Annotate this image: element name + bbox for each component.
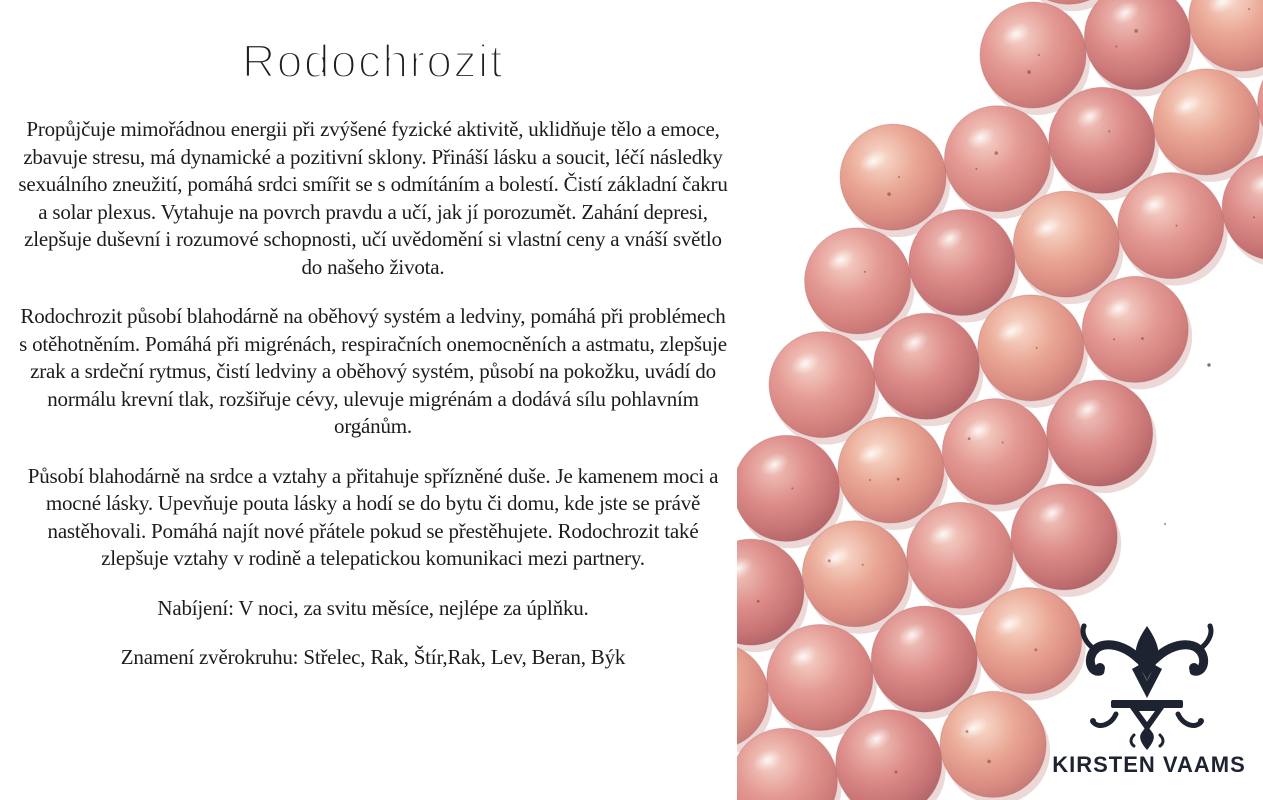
page-title: Rodochrozit	[242, 35, 504, 87]
bead	[1189, 0, 1263, 78]
bead	[1011, 484, 1121, 597]
bead	[1082, 276, 1192, 389]
dust-speck	[1207, 363, 1210, 366]
bead	[976, 588, 1086, 701]
zodiac-note: Znamení zvěrokruhu: Střelec, Rak, Štír,Rak, Lev, Beran, Býk	[120, 645, 626, 669]
bead	[1118, 173, 1228, 286]
paragraph-energy: Propůjčuje mimořádnou energii při zvýšené fyzické aktivitě, uklidňuje tělo a emoce, zbavuje stresu, má dynamické a pozitivní sklony. Přináší lásku a soucit, léčí následky sexuálního zneužití, pomáhá srdci smířit se s odmítáním a bolestí. Čistí základní čakru a solar plexus. Vytahuje na povrch pravdu a učí, jak jí porozumět. Zahání depresi, zlepšuje duševní i rozumové schopnosti, učí uvědomění si vlastní ceny a vnáší světlo do našeho života.	[18, 117, 728, 279]
description-column	[15, 0, 731, 672]
charging-note: Nabíjení: V noci, za svitu měsíce, nejlépe za úplňku.	[157, 595, 589, 620]
paragraph-relationships: Působí blahodárně na srdce a vztahy a přitahuje spřízněné duše. Je kamenem moci a mocné lásky. Upevňuje pouta lásky a hodí se do bytu či domu, kde jste se právě nastěhovali. Pomáhá najít nové přátele pokud se přestěhujete. Rodochrozit také zlepšuje vztahy v rodině a telepatickou komunikaci mezi partnery.	[27, 463, 719, 570]
bead	[1047, 380, 1157, 493]
paragraph-health: Rodochrozit působí blahodárně na oběhový systém a ledviny, pomáhá při problémech s otěhotněním. Pomáhá při migrénách, respiračních onemocněních a astmatu, zlepšuje zrak a srdeční rytmus, čistí ledviny a oběhový systém, působí na pokožku, uvádí do normálu krevní tlak, rozšiřuje cévy, ulevuje migrénám a dodává sílu pohlavním orgánům.	[19, 304, 727, 438]
bead	[940, 691, 1050, 800]
logo-bottom-finial-icon	[1140, 724, 1154, 750]
dust-speck	[1164, 523, 1166, 525]
bead-band	[737, 0, 1263, 800]
brand-name: KIRSTEN VAAMS	[1052, 752, 1246, 777]
bead	[737, 728, 841, 800]
bead-strands-photo	[737, 0, 1263, 800]
